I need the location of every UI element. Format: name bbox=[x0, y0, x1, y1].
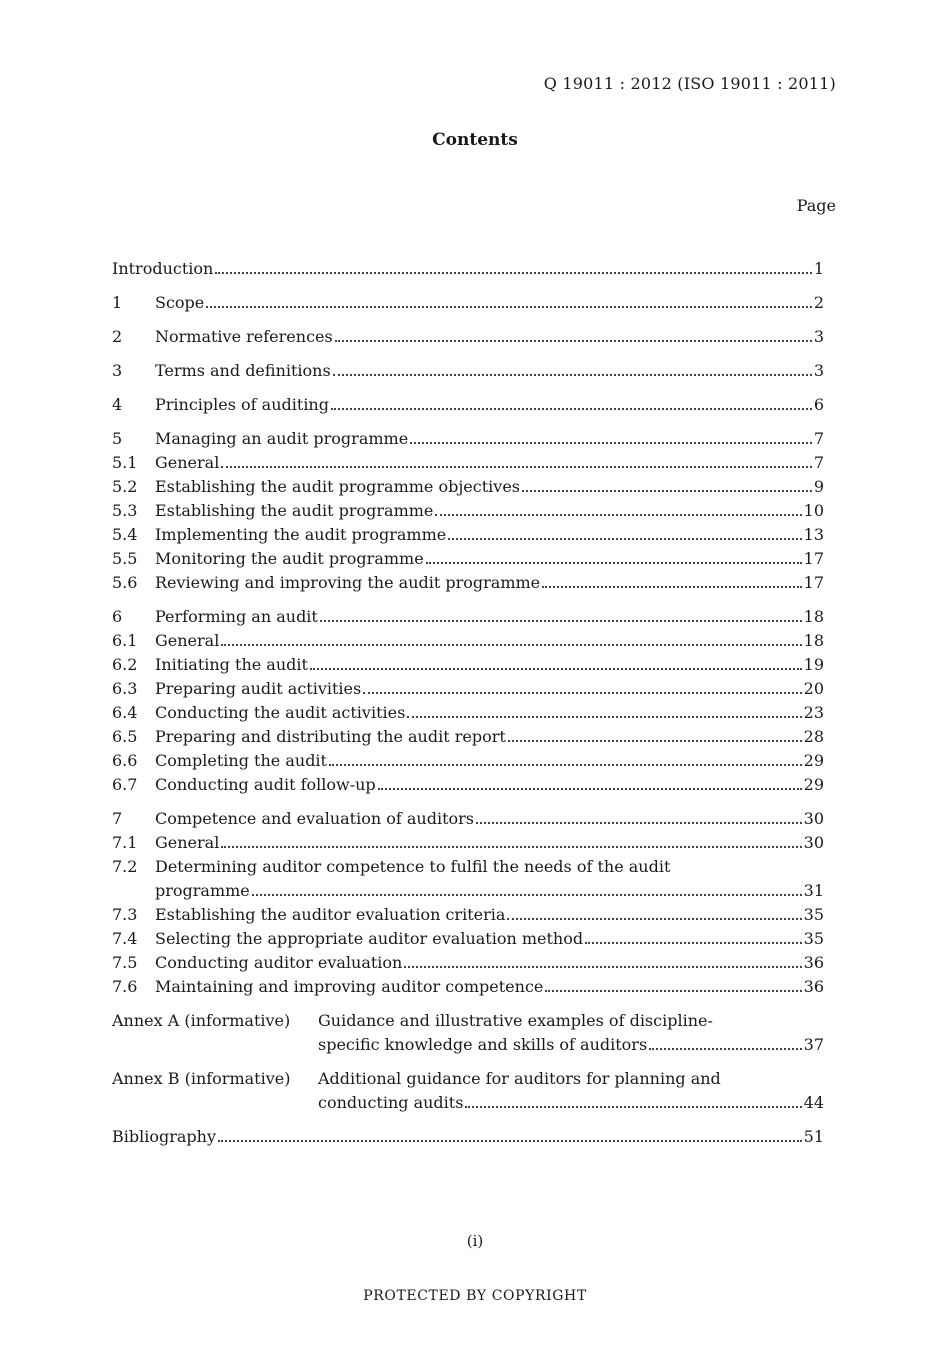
toc-entry-title: General bbox=[155, 833, 220, 852]
dot-leader bbox=[507, 918, 801, 920]
toc-entry-title: Establishing the audit programme objectives bbox=[155, 477, 520, 496]
toc-entry[interactable] bbox=[112, 975, 824, 999]
toc-entry-number: 6 bbox=[112, 607, 123, 626]
toc-entry-title: Introduction bbox=[112, 259, 214, 278]
dot-leader bbox=[545, 990, 801, 992]
toc-entry-page: 6 bbox=[813, 395, 824, 414]
toc-entry-title: Managing an audit programme bbox=[155, 429, 409, 448]
dot-leader bbox=[542, 586, 802, 588]
toc-entry-title: Conducting the audit activities bbox=[155, 703, 406, 722]
toc-entry[interactable] bbox=[112, 903, 824, 927]
dot-leader bbox=[320, 620, 802, 622]
dot-leader bbox=[215, 272, 811, 274]
dot-leader bbox=[221, 846, 801, 848]
toc-entry-page: 1 bbox=[813, 259, 824, 278]
dot-leader bbox=[333, 374, 812, 376]
toc-entry-title: Preparing and distributing the audit report bbox=[155, 727, 506, 746]
table-of-contents bbox=[112, 257, 824, 1149]
toc-entry-number: 6.7 bbox=[112, 775, 138, 794]
toc-entry-page: 7 bbox=[813, 453, 824, 472]
toc-entry-number: 6.1 bbox=[112, 631, 138, 650]
toc-entry-7-2-line1[interactable] bbox=[112, 855, 824, 879]
toc-entry-number: 5.3 bbox=[112, 501, 138, 520]
toc-entry[interactable] bbox=[112, 291, 824, 315]
toc-entry-number: 4 bbox=[112, 395, 123, 414]
annex-entries bbox=[112, 1009, 824, 1115]
toc-entry[interactable] bbox=[112, 451, 824, 475]
annex-title: Additional guidance for auditors for planning and bbox=[318, 1069, 721, 1088]
toc-entry[interactable] bbox=[112, 725, 824, 749]
toc-entry-page: 17 bbox=[803, 573, 824, 592]
toc-entry-number: 6.2 bbox=[112, 655, 138, 674]
dot-leader bbox=[252, 894, 802, 896]
toc-entry-title: General bbox=[155, 453, 220, 472]
annex-title-continued: specific knowledge and skills of auditors bbox=[318, 1035, 648, 1054]
toc-entry-number: 5.5 bbox=[112, 549, 138, 568]
toc-entry[interactable] bbox=[112, 393, 824, 417]
toc-entry[interactable] bbox=[112, 831, 824, 855]
dot-leader bbox=[363, 692, 801, 694]
toc-entry[interactable] bbox=[112, 605, 824, 629]
toc-entry-page: 28 bbox=[803, 727, 824, 746]
toc-entry-page: 30 bbox=[803, 809, 824, 828]
annex-title: Guidance and illustrative examples of discipline- bbox=[318, 1011, 713, 1030]
page-column-label: Page bbox=[796, 196, 836, 215]
toc-entry-page: 18 bbox=[803, 607, 824, 626]
dot-leader bbox=[508, 740, 802, 742]
toc-entry-number: 6.4 bbox=[112, 703, 138, 722]
copyright-notice: PROTECTED BY COPYRIGHT bbox=[363, 1288, 587, 1304]
toc-entry-title: Performing an audit bbox=[155, 607, 318, 626]
toc-entry-page: 29 bbox=[803, 775, 824, 794]
dot-leader bbox=[378, 788, 802, 790]
toc-entry-number: 6.6 bbox=[112, 751, 138, 770]
toc-entry-title: Establishing the auditor evaluation criteria bbox=[155, 905, 506, 924]
toc-main-entries bbox=[112, 257, 824, 855]
toc-entry[interactable] bbox=[112, 325, 824, 349]
toc-entry-page: 51 bbox=[803, 1127, 824, 1146]
dot-leader bbox=[410, 442, 812, 444]
toc-entry[interactable] bbox=[112, 359, 824, 383]
toc-entry-title: Selecting the appropriate auditor evaluation method bbox=[155, 929, 584, 948]
toc-entry[interactable] bbox=[112, 427, 824, 451]
toc-entry-number: 6.3 bbox=[112, 679, 138, 698]
toc-entry-page: 36 bbox=[803, 953, 824, 972]
toc-annex-line1[interactable] bbox=[112, 1009, 824, 1033]
toc-entry-page: 35 bbox=[803, 929, 824, 948]
dot-leader bbox=[426, 562, 802, 564]
dot-leader bbox=[649, 1048, 801, 1050]
dot-leader bbox=[335, 340, 812, 342]
toc-entry[interactable] bbox=[112, 749, 824, 773]
toc-entry[interactable] bbox=[112, 499, 824, 523]
toc-entry-title: Competence and evaluation of auditors bbox=[155, 809, 474, 828]
dot-leader bbox=[331, 408, 812, 410]
toc-entry-title: Normative references bbox=[155, 327, 333, 346]
toc-entry-number: 7.5 bbox=[112, 953, 138, 972]
toc-entry-number: 6.5 bbox=[112, 727, 138, 746]
toc-entry-number: 7.4 bbox=[112, 929, 138, 948]
toc-entry-number: 1 bbox=[112, 293, 123, 312]
toc-entry[interactable] bbox=[112, 571, 824, 595]
toc-entry[interactable] bbox=[112, 951, 824, 975]
toc-entry-title: Bibliography bbox=[112, 1127, 216, 1146]
toc-entry-page: 36 bbox=[803, 977, 824, 996]
toc-entry-title: Determining auditor competence to fulfil the needs of the audit bbox=[155, 857, 671, 876]
toc-tail-entries bbox=[112, 903, 824, 999]
toc-entry-page: 10 bbox=[803, 501, 824, 520]
toc-entry-title: Reviewing and improving the audit programme bbox=[155, 573, 541, 592]
toc-entry-title: Principles of auditing bbox=[155, 395, 329, 414]
toc-annex-line1[interactable] bbox=[112, 1067, 824, 1091]
toc-entry[interactable] bbox=[112, 807, 824, 831]
dot-leader bbox=[206, 306, 812, 308]
dot-leader bbox=[218, 1140, 802, 1142]
toc-entry-title: Monitoring the audit programme bbox=[155, 549, 424, 568]
toc-entry-page: 7 bbox=[813, 429, 824, 448]
toc-entry-page: 9 bbox=[813, 477, 824, 496]
toc-entry-page: 35 bbox=[803, 905, 824, 924]
document-identifier: Q 19011 : 2012 (ISO 19011 : 2011) bbox=[543, 74, 836, 93]
toc-entry-number: 7.3 bbox=[112, 905, 138, 924]
toc-entry-title: Completing the audit bbox=[155, 751, 327, 770]
dot-leader bbox=[221, 644, 801, 646]
toc-entry-page: 44 bbox=[803, 1093, 824, 1112]
page-number: (i) bbox=[466, 1232, 484, 1250]
toc-entry-page: 3 bbox=[813, 327, 824, 346]
dot-leader bbox=[221, 466, 811, 468]
dot-leader bbox=[404, 966, 801, 968]
toc-entry[interactable] bbox=[112, 257, 824, 281]
dot-leader bbox=[435, 514, 801, 516]
toc-entry-page: 20 bbox=[803, 679, 824, 698]
toc-entry-number: 2 bbox=[112, 327, 123, 346]
toc-entry-title: Terms and definitions bbox=[155, 361, 331, 380]
toc-entry-bibliography[interactable] bbox=[112, 1125, 824, 1149]
dot-leader bbox=[310, 668, 802, 670]
annex-label: Annex A (informative) bbox=[112, 1011, 291, 1030]
toc-entry-title: Maintaining and improving auditor competence bbox=[155, 977, 544, 996]
annex-title-continued: conducting audits bbox=[318, 1093, 464, 1112]
toc-entry-title: Establishing the audit programme bbox=[155, 501, 434, 520]
dot-leader bbox=[465, 1106, 801, 1108]
toc-entry[interactable] bbox=[112, 475, 824, 499]
toc-entry-title: Conducting audit follow-up bbox=[155, 775, 376, 794]
dot-leader bbox=[448, 538, 801, 540]
toc-entry-page: 17 bbox=[803, 549, 824, 568]
toc-entry-number: 7.2 bbox=[112, 857, 138, 876]
toc-entry-page: 2 bbox=[813, 293, 824, 312]
toc-entry-page: 30 bbox=[803, 833, 824, 852]
dot-leader bbox=[407, 716, 801, 718]
toc-entry-title: Implementing the audit programme bbox=[155, 525, 447, 544]
annex-label: Annex B (informative) bbox=[112, 1069, 291, 1088]
toc-entry-title: Preparing audit activities bbox=[155, 679, 362, 698]
toc-entry-page: 29 bbox=[803, 751, 824, 770]
toc-annex-line2[interactable] bbox=[112, 1091, 824, 1115]
toc-entry[interactable] bbox=[112, 677, 824, 701]
toc-entry[interactable] bbox=[112, 523, 824, 547]
toc-entry-page: 31 bbox=[803, 881, 824, 900]
dot-leader bbox=[585, 942, 802, 944]
toc-entry-number: 5.4 bbox=[112, 525, 138, 544]
toc-entry-title-continued: programme bbox=[155, 881, 250, 900]
toc-entry[interactable] bbox=[112, 547, 824, 571]
toc-entry-title: Conducting auditor evaluation bbox=[155, 953, 403, 972]
toc-entry-number: 5.2 bbox=[112, 477, 138, 496]
toc-entry-page: 19 bbox=[803, 655, 824, 674]
toc-entry[interactable] bbox=[112, 653, 824, 677]
toc-entry-page: 37 bbox=[803, 1035, 824, 1054]
toc-annex-line2[interactable] bbox=[112, 1033, 824, 1057]
toc-entry-number: 5.1 bbox=[112, 453, 138, 472]
toc-entry[interactable] bbox=[112, 773, 824, 797]
contents-title: Contents bbox=[432, 130, 518, 150]
toc-entry-page: 3 bbox=[813, 361, 824, 380]
toc-entry-number: 7 bbox=[112, 809, 123, 828]
toc-entry-number: 5.6 bbox=[112, 573, 138, 592]
toc-entry-page: 18 bbox=[803, 631, 824, 650]
dot-leader bbox=[476, 822, 802, 824]
toc-entry-page: 13 bbox=[803, 525, 824, 544]
toc-entry[interactable] bbox=[112, 927, 824, 951]
toc-entry-page: 23 bbox=[803, 703, 824, 722]
toc-entry-number: 7.6 bbox=[112, 977, 138, 996]
toc-entry-7-2-line2[interactable] bbox=[112, 879, 824, 903]
dot-leader bbox=[522, 490, 812, 492]
toc-entry-number: 3 bbox=[112, 361, 123, 380]
toc-entry-number: 7.1 bbox=[112, 833, 138, 852]
toc-entry[interactable] bbox=[112, 701, 824, 725]
dot-leader bbox=[329, 764, 802, 766]
toc-entry-title: Initiating the audit bbox=[155, 655, 308, 674]
toc-entry-number: 5 bbox=[112, 429, 123, 448]
toc-entry[interactable] bbox=[112, 629, 824, 653]
toc-entry-title: General bbox=[155, 631, 220, 650]
toc-entry-title: Scope bbox=[155, 293, 205, 312]
